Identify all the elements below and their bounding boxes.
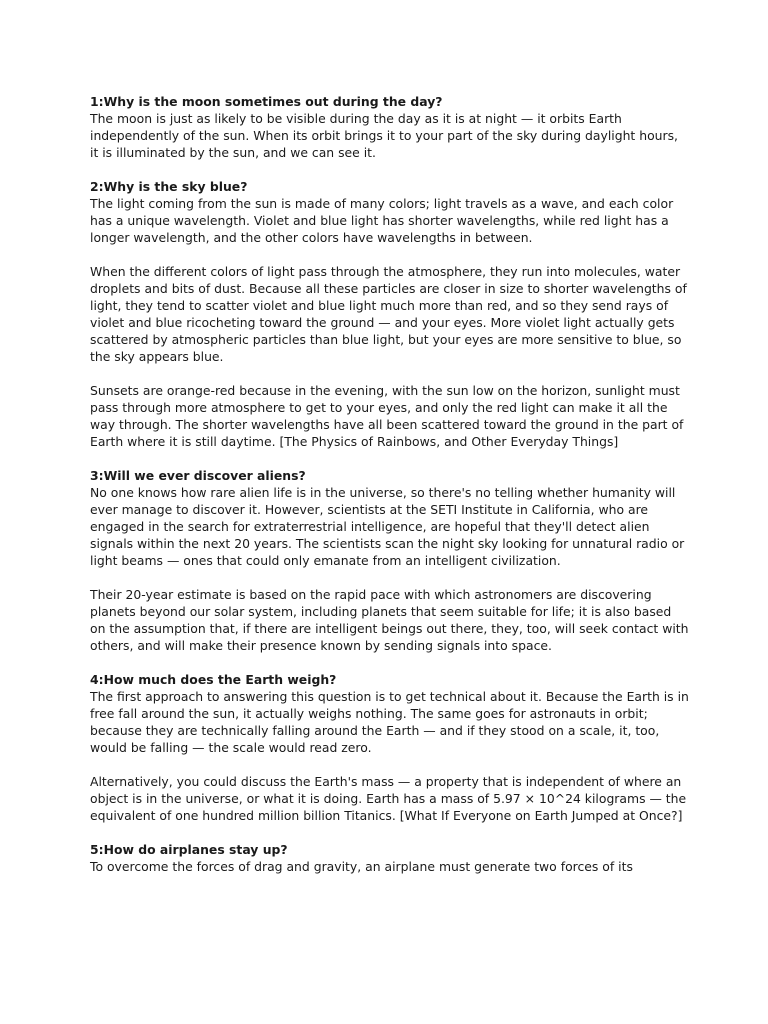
section-sky-blue (90, 178, 690, 450)
paragraph: The moon is just as likely to be visible during the day as it is at night — it orbits Earth independently of the sun. When its orbit brings it to your part of the sky during daylight hours, it is illuminated by the sun, and we can see it. (90, 111, 678, 160)
paragraph: To overcome the forces of drag and gravity, an airplane must generate two forces of its (90, 859, 633, 874)
document-page (90, 93, 690, 892)
paragraph: Their 20-year estimate is based on the rapid pace with which astronomers are discovering planets beyond our solar system, including planets that seem suitable for life; it is also based on the assumption that, if there are intelligent beings out there, they, too, will seek contact with others, and will make their presence known by sending signals into space. (90, 587, 689, 653)
paragraph: The first approach to answering this question is to get technical about it. Because the Earth is in free fall around the sun, it actually weighs nothing. The same goes for astronauts in orbit; because they are technically falling around the Earth — and if they stood on a scale, it, too, would be falling — the scale would read zero. (90, 689, 689, 755)
section-heading: 4:How much does the Earth weigh? (90, 672, 337, 687)
section-moon (90, 93, 690, 161)
paragraph: No one knows how rare alien life is in the universe, so there's no telling whether humanity will ever manage to discover it. However, scientists at the SETI Institute in California, who are engaged in the search for extraterrestrial intelligence, are hopeful that they'll detect alien signals within the next 20 years. The scientists scan the night sky looking for unnatural radio or light beams — ones that could only emanate from an intelligent civilization. (90, 485, 685, 568)
section-heading: 2:Why is the sky blue? (90, 179, 248, 194)
section-heading: 3:Will we ever discover aliens? (90, 468, 306, 483)
paragraph: The light coming from the sun is made of many colors; light travels as a wave, and each color has a unique wavelength. Violet and blue light has shorter wavelengths, while red light has a longer wavelength, and the other colors have wavelengths in between. (90, 196, 674, 245)
section-heading: 1:Why is the moon sometimes out during the day? (90, 94, 443, 109)
paragraph: Sunsets are orange-red because in the evening, with the sun low on the horizon, sunlight must pass through more atmosphere to get to your eyes, and only the red light can make it all the way through. The shorter wavelengths have all been scattered toward the ground in the part of Earth where it is still daytime. [The Physics of Rainbows, and Other Everyday Things] (90, 383, 684, 449)
section-earth-weight (90, 671, 690, 824)
section-airplanes (90, 841, 690, 875)
paragraph: When the different colors of light pass through the atmosphere, they run into molecules, water droplets and bits of dust. Because all these particles are closer in size to shorter wavelengths of light, they tend to scatter violet and blue light much more than red, and so they send rays of violet and blue ricocheting toward the ground — and your eyes. More violet light actually gets scattered by atmospheric particles than blue light, but your eyes are more sensitive to blue, so the sky appears blue. (90, 264, 687, 364)
paragraph: Alternatively, you could discuss the Earth's mass — a property that is independent of where an object is in the universe, or what it is doing. Earth has a mass of 5.97 × 10^24 kilograms — the equivalent of one hundred million billion Titanics. [What If Everyone on Earth Jumped at Once?] (90, 774, 687, 823)
section-heading: 5:How do airplanes stay up? (90, 842, 288, 857)
section-aliens (90, 467, 690, 654)
